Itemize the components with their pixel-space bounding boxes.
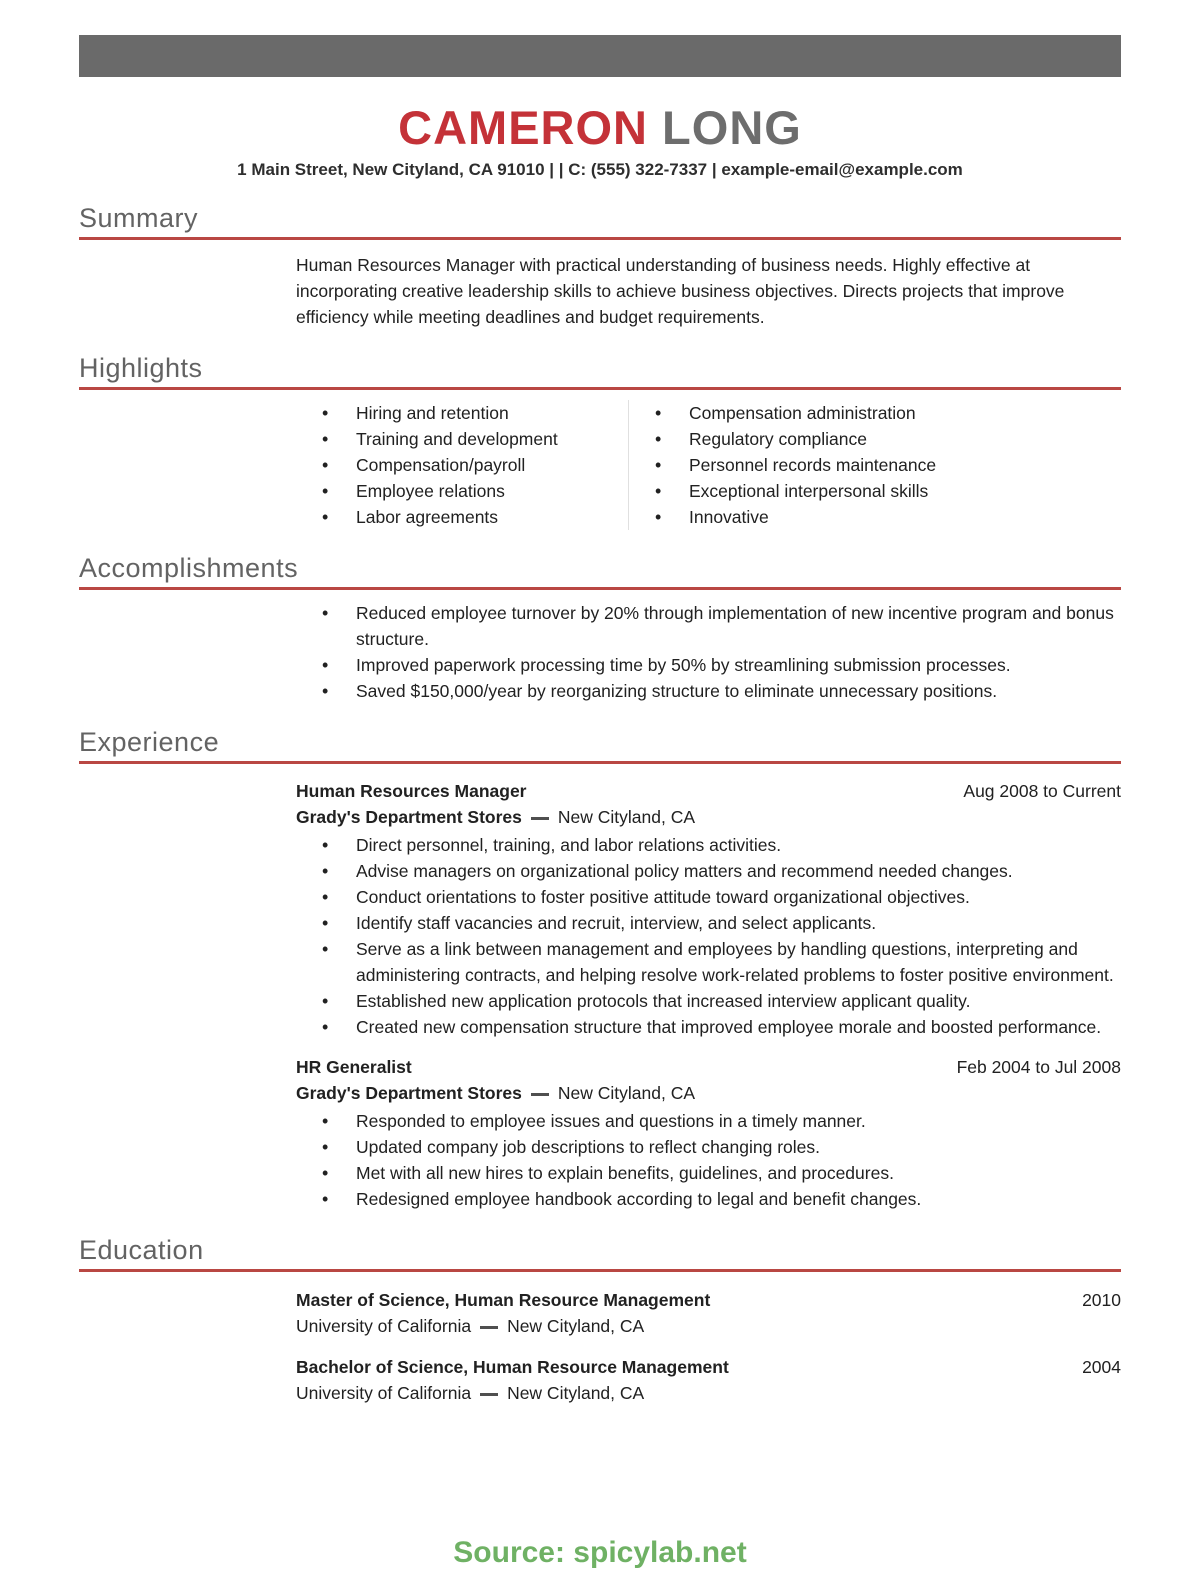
highlights-heading: Highlights bbox=[79, 353, 203, 384]
job-duty-item: • Conduct orientations to foster positive attitude toward organizational objectives. bbox=[296, 884, 1121, 910]
section-experience bbox=[79, 725, 1121, 1212]
school-name: University of California bbox=[296, 1316, 472, 1337]
job-header bbox=[296, 778, 1121, 804]
job-entry bbox=[296, 778, 1121, 1040]
section-rule bbox=[79, 237, 1121, 240]
section-education bbox=[79, 1233, 1121, 1406]
highlight-item: • Employee relations bbox=[296, 478, 628, 504]
highlights-column-1 bbox=[296, 400, 628, 530]
accomplishments-heading: Accomplishments bbox=[79, 553, 299, 584]
job-duty-item: • Identify staff vacancies and recruit, interview, and select applicants. bbox=[296, 910, 1121, 936]
accomplishments-list bbox=[296, 600, 1121, 704]
section-rule bbox=[79, 387, 1121, 390]
job-duty-item: • Direct personnel, training, and labor relations activities. bbox=[296, 832, 1121, 858]
accomplishment-item: • Reduced employee turnover by 20% through implementation of new incentive program and bonus structure. bbox=[296, 600, 1121, 652]
highlight-item: • Regulatory compliance bbox=[629, 426, 1121, 452]
degree-header bbox=[296, 1287, 1121, 1313]
contact-line: 1 Main Street, New Cityland, CA 91010 | | C: (555) 322-7337 | example-email@example.com bbox=[237, 160, 963, 180]
dash-separator bbox=[480, 1326, 498, 1329]
job-duty-item: • Serve as a link between management and employees by handling questions, interpreting and administering contracts, and helping resolve work-related problems to foster positive environment. bbox=[296, 936, 1121, 988]
highlights-column-2 bbox=[628, 400, 1121, 530]
job-duty-list bbox=[296, 832, 1121, 1040]
highlight-item: • Labor agreements bbox=[296, 504, 628, 530]
job-duty-item: • Created new compensation structure that improved employee morale and boosted performance. bbox=[296, 1014, 1121, 1040]
source-attribution: Source: spicylab.net bbox=[453, 1536, 747, 1569]
company-name: Grady's Department Stores bbox=[296, 1083, 522, 1104]
education-entry bbox=[296, 1287, 1121, 1339]
job-duty-item: • Established new application protocols that increased interview applicant quality. bbox=[296, 988, 1121, 1014]
section-rule bbox=[79, 587, 1121, 590]
job-dates: Feb 2004 to Jul 2008 bbox=[956, 1057, 1121, 1078]
experience-heading: Experience bbox=[79, 727, 220, 758]
accomplishment-item: • Improved paperwork processing time by 50% by streamlining submission processes. bbox=[296, 652, 1121, 678]
resume-page bbox=[0, 35, 1200, 1406]
company-location: New Cityland, CA bbox=[557, 807, 696, 828]
job-duty-list bbox=[296, 1108, 1121, 1212]
highlight-item: • Compensation/payroll bbox=[296, 452, 628, 478]
education-entry bbox=[296, 1354, 1121, 1406]
highlight-item: • Personnel records maintenance bbox=[629, 452, 1121, 478]
job-company-line bbox=[296, 1080, 1121, 1106]
dash-separator bbox=[480, 1393, 498, 1396]
dash-separator bbox=[531, 817, 549, 820]
degree-header bbox=[296, 1354, 1121, 1380]
company-name: Grady's Department Stores bbox=[296, 807, 522, 828]
job-title: HR Generalist bbox=[296, 1057, 412, 1078]
job-duty-item: • Responded to employee issues and questions in a timely manner. bbox=[296, 1108, 1121, 1134]
job-duty-item: • Redesigned employee handbook according to legal and benefit changes. bbox=[296, 1186, 1121, 1212]
job-duty-item: • Updated company job descriptions to reflect changing roles. bbox=[296, 1134, 1121, 1160]
accomplishment-item: • Saved $150,000/year by reorganizing structure to eliminate unnecessary positions. bbox=[296, 678, 1121, 704]
degree-title: Master of Science, Human Resource Management bbox=[296, 1290, 711, 1311]
name-heading bbox=[79, 101, 1121, 155]
summary-text: Human Resources Manager with practical understanding of business needs. Highly effective at incorporating creative leadership skills to achieve business objectives. Directs projects that improve efficiency while meeting deadlines and budget requirements. bbox=[296, 255, 1065, 328]
section-summary bbox=[79, 201, 1121, 330]
last-name: LONG bbox=[662, 101, 802, 154]
highlight-item: • Training and development bbox=[296, 426, 628, 452]
degree-year: 2004 bbox=[1082, 1357, 1121, 1378]
highlight-item: • Exceptional interpersonal skills bbox=[629, 478, 1121, 504]
job-duty-item: • Met with all new hires to explain benefits, guidelines, and procedures. bbox=[296, 1160, 1121, 1186]
section-highlights bbox=[79, 351, 1121, 530]
section-rule bbox=[79, 1269, 1121, 1272]
degree-title: Bachelor of Science, Human Resource Management bbox=[296, 1357, 729, 1378]
school-location: New Cityland, CA bbox=[507, 1383, 645, 1404]
first-name: CAMERON bbox=[398, 101, 648, 154]
highlights-columns bbox=[296, 400, 1121, 530]
job-entry bbox=[296, 1054, 1121, 1212]
highlight-item: • Compensation administration bbox=[629, 400, 1121, 426]
company-location: New Cityland, CA bbox=[557, 1083, 696, 1104]
highlight-item: • Hiring and retention bbox=[296, 400, 628, 426]
school-line bbox=[296, 1313, 1121, 1339]
dash-separator bbox=[531, 1093, 549, 1096]
job-duty-item: • Advise managers on organizational policy matters and recommend needed changes. bbox=[296, 858, 1121, 884]
summary-heading: Summary bbox=[79, 203, 199, 234]
education-heading: Education bbox=[79, 1235, 204, 1266]
job-header bbox=[296, 1054, 1121, 1080]
header-bar bbox=[79, 35, 1121, 77]
school-line bbox=[296, 1380, 1121, 1406]
degree-year: 2010 bbox=[1082, 1290, 1121, 1311]
section-rule bbox=[79, 761, 1121, 764]
job-dates: Aug 2008 to Current bbox=[963, 781, 1121, 802]
job-title: Human Resources Manager bbox=[296, 781, 527, 802]
school-name: University of California bbox=[296, 1383, 472, 1404]
school-location: New Cityland, CA bbox=[507, 1316, 645, 1337]
section-accomplishments bbox=[79, 551, 1121, 704]
job-company-line bbox=[296, 804, 1121, 830]
highlight-item: • Innovative bbox=[629, 504, 1121, 530]
